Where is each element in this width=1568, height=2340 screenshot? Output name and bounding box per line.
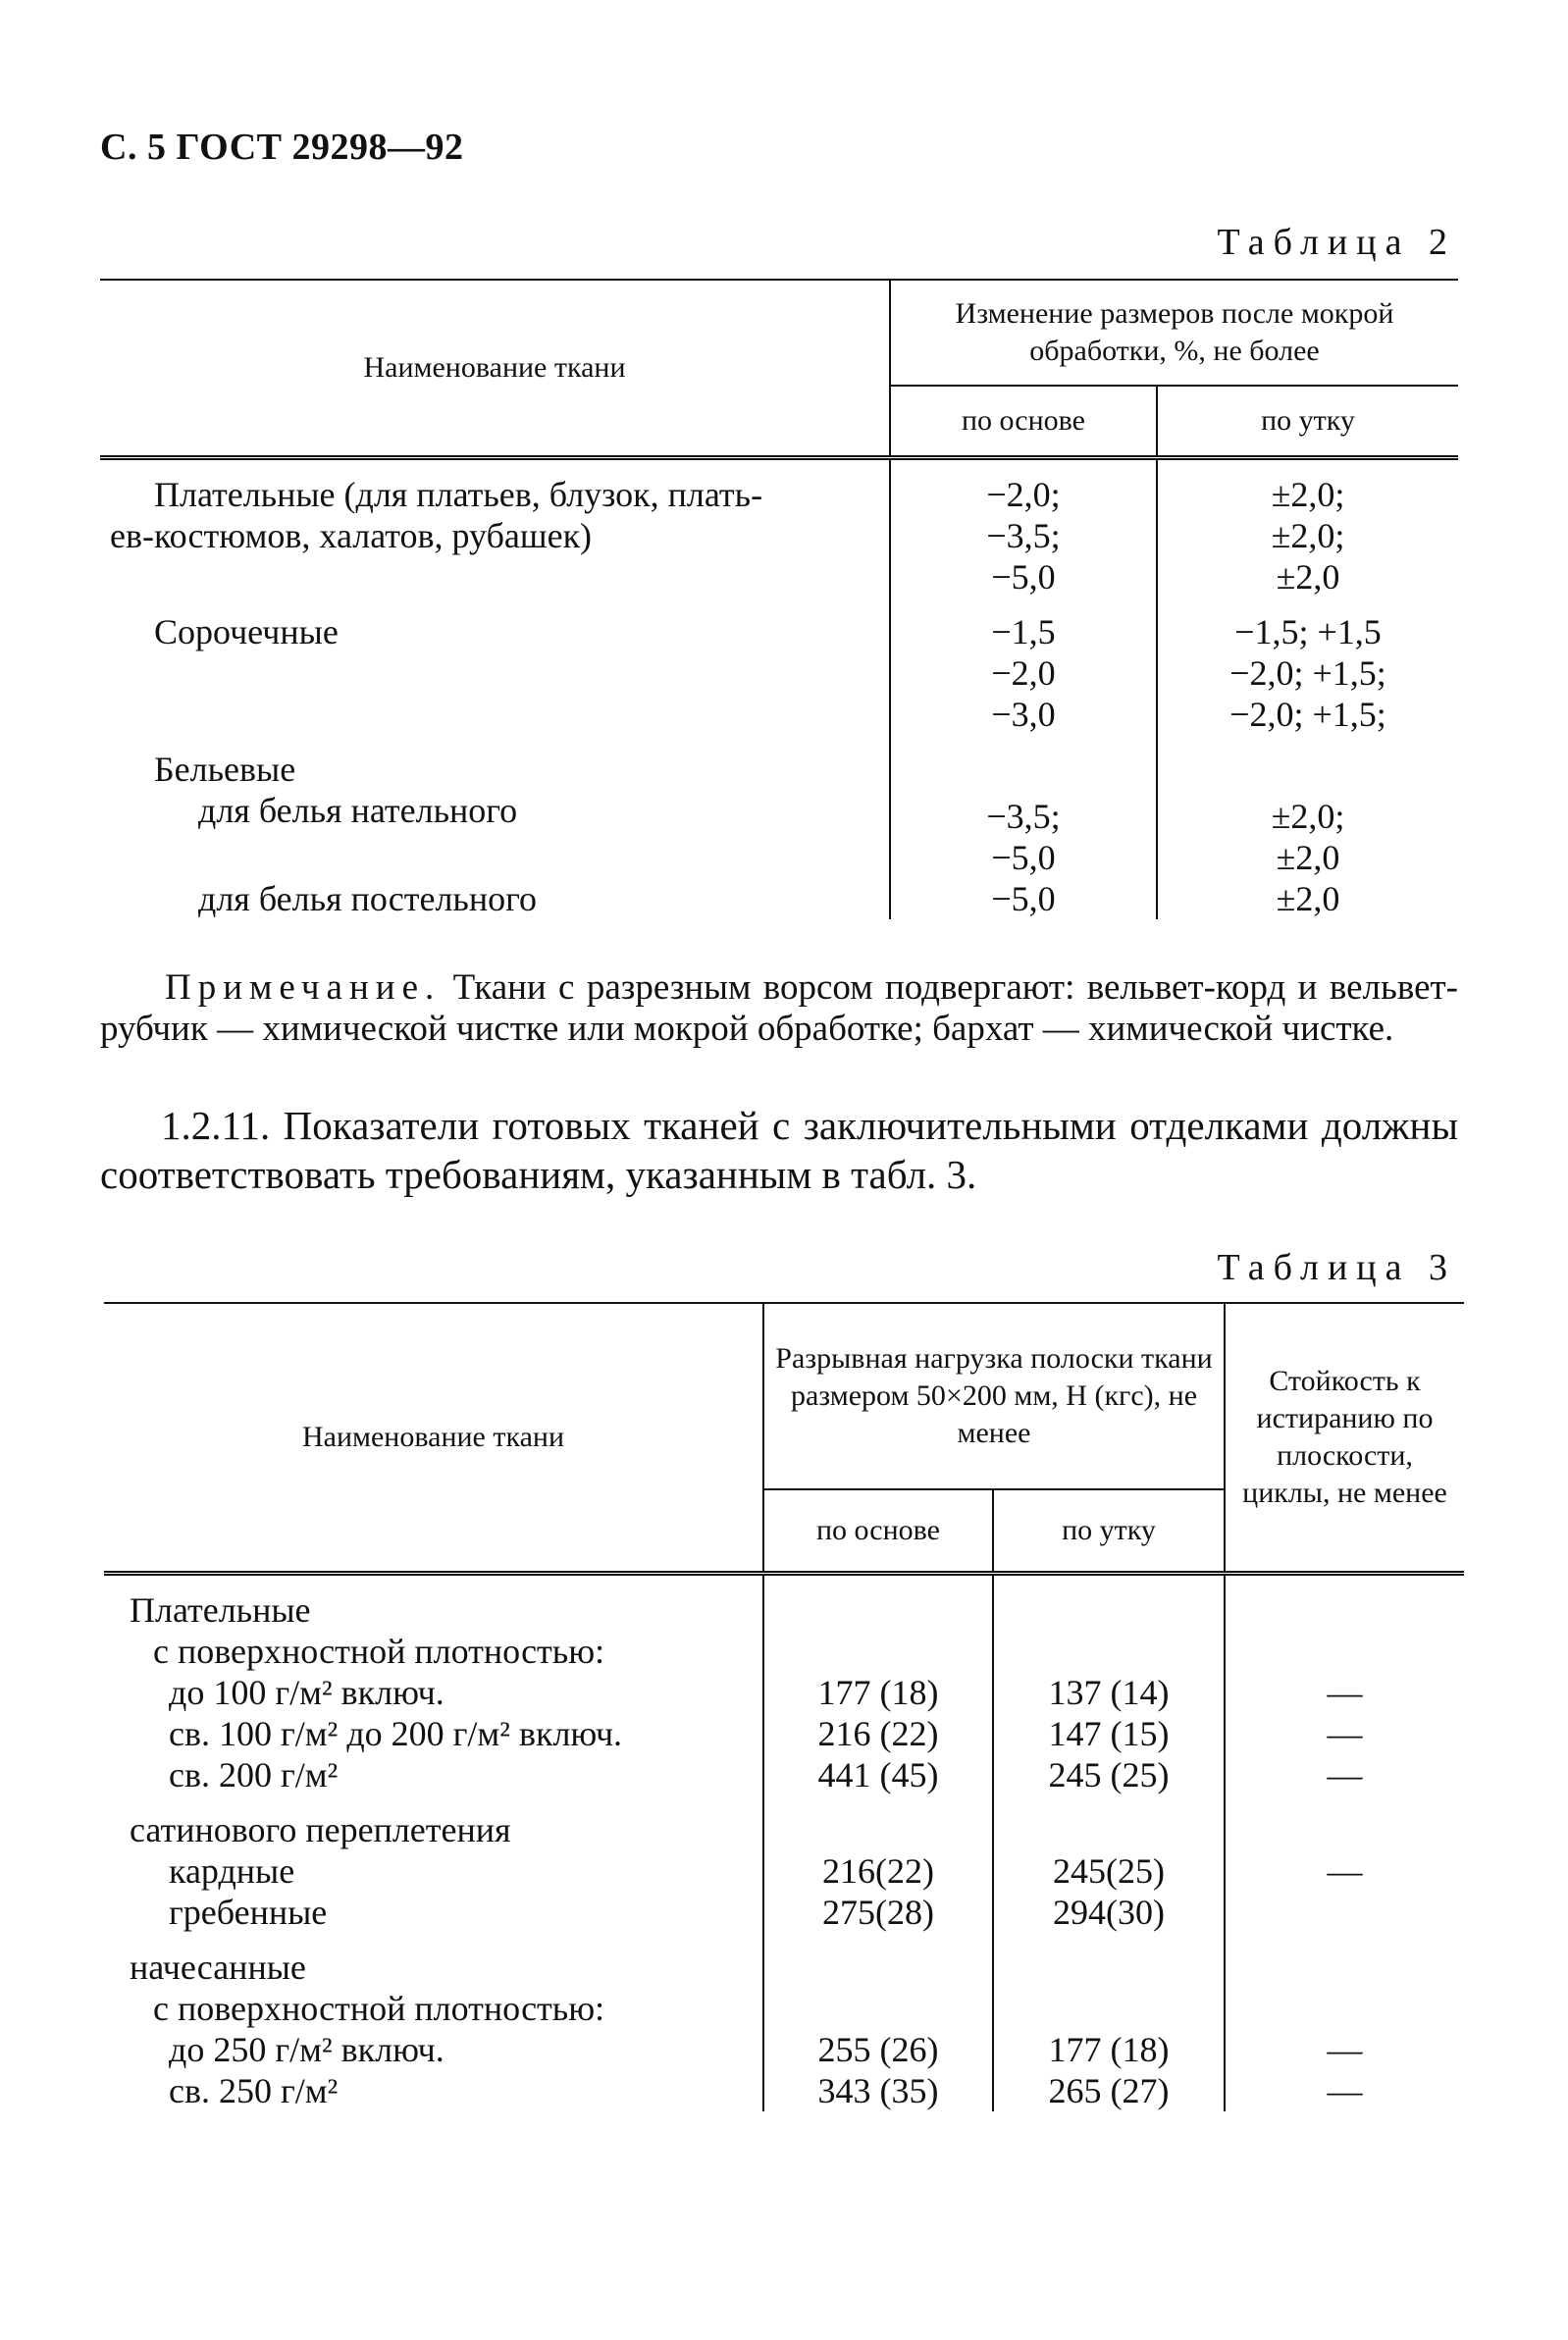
table2-v1-cell [890,735,1157,790]
table-row [104,1892,1464,1933]
note-text: Ткани с разрезным ворсом подвергают: вельвет-корд и вельвет-рубчик — химической чистке или мокрой обработке; бархат — химической чистке. [100,967,1458,1049]
table3-v3-cell [1225,1988,1464,2029]
table3-v3-cell: — [1327,2071,1363,2110]
table2-name-cell: Плательные (для платьев, блузок, плать- [100,458,890,516]
table2-col-sub2: по утку [1157,386,1458,458]
table-row [104,1631,1464,1672]
table3-v1-cell: 177 (18) [763,1672,993,1713]
table-row [100,735,1458,790]
table-row [104,2029,1464,2070]
table-row [104,1672,1464,1713]
table2-v1-cell: −3,5; [890,790,1157,837]
table2-name-cell [100,694,890,735]
table-row [104,1754,1464,1795]
table2-v2-cell: ±2,0 [1276,557,1340,597]
table3-v1-cell: 216 (22) [763,1713,993,1754]
table-row [104,1574,1464,1632]
table3-v3-cell: — [1327,1673,1363,1712]
table-row [100,458,1458,516]
table3-name-cell: до 250 г/м² включ. [104,2029,763,2070]
table-row [104,1933,1464,1988]
table3-v2-cell: 294(30) [993,1892,1225,1933]
table3-name-cell: с поверхностной плотностью: [104,1988,763,2029]
table3-name-cell: сатинового переплетения [104,1795,763,1850]
table2-v2-cell: ±2,0; [1271,516,1345,555]
table3-name-cell: Плательные [104,1574,763,1632]
table3-col-name: Наименование ткани [104,1303,763,1574]
clause-1-2-11: 1.2.11. Показатели готовых тканей с заключительными отделками должны соответствовать требованиям, указанным в табл. 3. [100,1103,1458,1197]
table3-v2-cell [993,1795,1225,1850]
table3-col-sub2: по утку [993,1489,1225,1574]
table-row [104,1850,1464,1892]
table3 [104,1302,1464,2111]
table3-v2-cell: 245 (25) [993,1754,1225,1795]
table2-col-group: Изменение размеров после мокрой обработки, %, не более [890,280,1458,386]
table3-v3-cell [1225,1892,1464,1933]
table2-name-cell: для белья постельного [100,878,890,919]
table3-v1-cell [763,1631,993,1672]
table-row [104,1713,1464,1754]
table3-v2-cell [993,1933,1225,1988]
table3-v1-cell [763,1574,993,1632]
table2-v1-cell: −5,0 [890,556,1157,598]
table-row [100,837,1458,878]
table2-v2-cell: ±2,0; [1271,797,1345,836]
table2 [100,279,1458,919]
table2-name-cell: Сорочечные [100,598,890,652]
table2-v1-cell: −2,0; [890,458,1157,516]
table2-col-name: Наименование ткани [100,280,890,458]
table2-v1-cell: −3,5; [890,515,1157,556]
table3-v3-cell [1225,1933,1464,1988]
table3-v3-cell [1225,1574,1464,1632]
table2-name-cell [100,556,890,598]
table-row [100,878,1458,919]
table-row [100,515,1458,556]
table2-col-sub1: по основе [890,386,1157,458]
table3-v1-cell: 255 (26) [763,2029,993,2070]
table2-v2-cell: ±2,0; [1271,475,1345,514]
table2-v1-cell: −5,0 [890,837,1157,878]
table3-v1-cell: 216(22) [763,1850,993,1892]
table-row [104,1795,1464,1850]
table-row [100,598,1458,652]
table3-name-cell: св. 200 г/м² [104,1754,763,1795]
table2-v2-cell: ±2,0 [1276,879,1340,918]
table3-v2-cell [993,1574,1225,1632]
table2-v1-cell: −5,0 [890,878,1157,919]
table3-v2-cell [993,1631,1225,1672]
table3-v2-cell: 265 (27) [993,2070,1225,2111]
table3-v2-cell: 137 (14) [993,1672,1225,1713]
table3-name-cell: св. 100 г/м² до 200 г/м² включ. [104,1713,763,1754]
table3-v1-cell [763,1933,993,1988]
table-row [100,694,1458,735]
table3-v2-cell: 177 (18) [993,2029,1225,2070]
table3-v3-cell [1225,1795,1464,1850]
table2-name-cell: Бельевые [100,735,890,790]
table2-v2-cell: −2,0; +1,5; [1229,653,1386,693]
table2-note [100,967,1458,1050]
table2-v2-cell: −1,5; +1,5 [1234,612,1382,651]
table3-v1-cell: 441 (45) [763,1754,993,1795]
table2-v2-cell: ±2,0 [1276,838,1340,877]
table3-col-group: Разрывная нагрузка полоски ткани размером 50×200 мм, Н (кгс), не менее [763,1303,1225,1489]
table-row [100,790,1458,837]
table2-v1-cell: −2,0 [890,652,1157,694]
table3-name-cell: начесанные [104,1933,763,1988]
table3-col-resist: Стойкость к истиранию по плоскости, циклы, не менее [1225,1303,1464,1574]
table3-caption: Таблица 3 [1217,1247,1456,1288]
table3-name-cell: гребенные [104,1892,763,1933]
table3-name-cell: св. 250 г/м² [104,2070,763,2111]
table3-name-cell: до 100 г/м² включ. [104,1672,763,1713]
table2-v1-cell: −1,5 [890,598,1157,652]
table3-v3-cell: — [1327,1755,1363,1794]
table2-v2-cell: −2,0; +1,5; [1229,695,1386,734]
table3-v3-cell: — [1327,1851,1363,1891]
note-label: Примечание. [165,967,442,1008]
table2-v1-cell: −3,0 [890,694,1157,735]
table-row [104,2070,1464,2111]
table3-v1-cell [763,1795,993,1850]
table3-v3-cell [1225,1631,1464,1672]
table3-v2-cell [993,1988,1225,2029]
table2-caption: Таблица 2 [1217,222,1456,263]
table3-v3-cell: — [1327,2030,1363,2069]
table2-name-cell: ев-костюмов, халатов, рубашек) [100,515,890,556]
table2-name-cell: для белья нательного [100,790,890,837]
table3-col-sub1: по основе [763,1489,993,1574]
table3-v2-cell: 245(25) [993,1850,1225,1892]
table-row [104,1988,1464,2029]
table3-v1-cell: 275(28) [763,1892,993,1933]
table3-name-cell: кардные [104,1850,763,1892]
table2-name-cell [100,652,890,694]
table-row [100,652,1458,694]
page-header: С. 5 ГОСТ 29298—92 [100,127,464,168]
table2-name-cell [100,837,890,878]
table3-v2-cell: 147 (15) [993,1713,1225,1754]
table3-v1-cell: 343 (35) [763,2070,993,2111]
table3-v1-cell [763,1988,993,2029]
table3-v3-cell: — [1327,1714,1363,1753]
table2-v2-cell [1157,735,1458,790]
table3-name-cell: с поверхностной плотностью: [104,1631,763,1672]
table-row [100,556,1458,598]
